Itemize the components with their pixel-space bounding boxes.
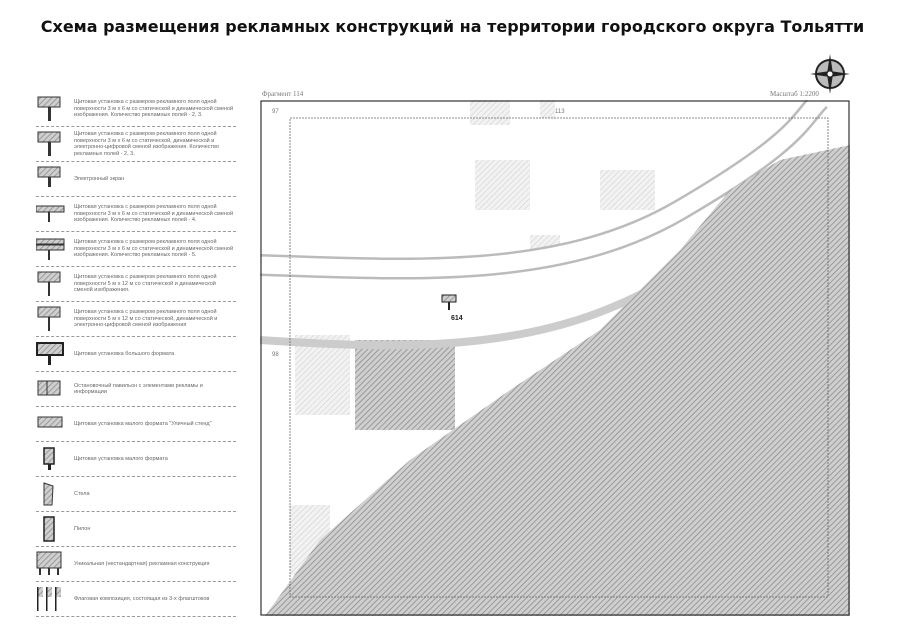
scale-label: Масштаб 1:2200 xyxy=(770,90,819,98)
legend-item xyxy=(36,162,236,197)
legend-item-label: Остановочный павильон с элементами рекламы и информации xyxy=(74,382,203,395)
legend-symbol-icon xyxy=(36,271,66,297)
legend-item-label: Щитовая установка малого формата xyxy=(74,455,168,462)
building xyxy=(355,340,455,430)
legend-symbol-icon xyxy=(36,516,66,542)
sheet-label-98: 98 xyxy=(272,352,279,358)
legend-item-label: Щитовая установка с размером рекламного поля одной поверхности 5 м х 12 м со статической, динамической и электронно-цифровой сменой изображения xyxy=(74,309,218,329)
legend-item xyxy=(36,92,236,127)
legend-item xyxy=(36,127,236,162)
legend xyxy=(36,92,236,617)
legend-item-label: Щитовая установка малого формата "Уличный стенд" xyxy=(74,420,212,427)
building xyxy=(475,160,530,210)
legend-symbol-icon xyxy=(36,201,66,227)
legend-item xyxy=(36,407,236,442)
legend-symbol-icon xyxy=(36,376,66,402)
legend-symbol-icon xyxy=(36,551,66,577)
legend-symbol-icon xyxy=(36,341,66,367)
legend-symbol-icon xyxy=(36,306,66,332)
marker-label: 614 xyxy=(451,315,463,322)
building xyxy=(600,170,655,210)
legend-item-label: Флаговая композиция, состоящая из 3-х флагштоков xyxy=(74,595,210,602)
map[interactable] xyxy=(260,100,852,618)
legend-item xyxy=(36,267,236,302)
legend-item-label: Стела xyxy=(74,490,90,497)
building xyxy=(470,100,510,125)
compass-rose-icon xyxy=(808,52,852,96)
legend-symbol-icon xyxy=(36,96,66,122)
legend-item-label: Электронный экран xyxy=(74,175,125,182)
legend-item xyxy=(36,232,236,267)
legend-symbol-icon xyxy=(36,411,66,437)
page-title: Схема размещения рекламных конструкций на территории городского округа Тольятти xyxy=(40,17,865,36)
legend-item xyxy=(36,512,236,547)
legend-symbol-icon xyxy=(36,166,66,192)
legend-item-label: Щитовая установка с размером рекламного поля одной поверхности 3 м х 6 м со статической и динамической сменой изображения. Количество рекламных полей - 4. xyxy=(74,204,234,224)
sheet-label-97: 97 xyxy=(272,109,279,115)
legend-item xyxy=(36,442,236,477)
sheet-label-113: 113 xyxy=(555,109,565,115)
legend-item xyxy=(36,302,236,337)
legend-item-label: Щитовая установка с размером рекламного поля одной поверхности 3 м х 6 м со статической, динамической и электронно-цифровой сменой изображения. Количество рекламных полей - 2, 3. xyxy=(74,131,219,157)
legend-item xyxy=(36,477,236,512)
legend-symbol-icon xyxy=(36,131,66,157)
legend-symbol-icon xyxy=(36,236,66,262)
legend-item-label: Щитовая установка с размером рекламного поля одной поверхности 3 м х 6 м со статической и динамической сменой изображения. Количество рекламных полей - 2, 3. xyxy=(74,99,234,119)
legend-item-label: Пилон xyxy=(74,525,91,532)
legend-item xyxy=(36,197,236,232)
legend-symbol-icon xyxy=(36,446,66,472)
building xyxy=(540,100,555,118)
legend-symbol-icon xyxy=(36,481,66,507)
legend-item xyxy=(36,337,236,372)
legend-item xyxy=(36,372,236,407)
legend-item-label: Уникальная (нестандартная) рекламная конструкция xyxy=(74,560,210,567)
legend-item xyxy=(36,582,236,617)
legend-symbol-icon xyxy=(36,586,66,612)
fragment-label: Фрагмент 114 xyxy=(262,90,304,98)
legend-item-label: Щитовая установка с размером рекламного поля одной поверхности 3 м х 6 м со статической и динамической сменой изображения. Количество рекламных полей - 5. xyxy=(74,239,234,259)
legend-item xyxy=(36,547,236,582)
legend-item-label: Щитовая установка большого формата xyxy=(74,350,175,357)
legend-item-label: Щитовая установка с размером рекламного поля одной поверхности 5 м х 12 м со статической и динамической сменой изображения. xyxy=(74,274,217,294)
